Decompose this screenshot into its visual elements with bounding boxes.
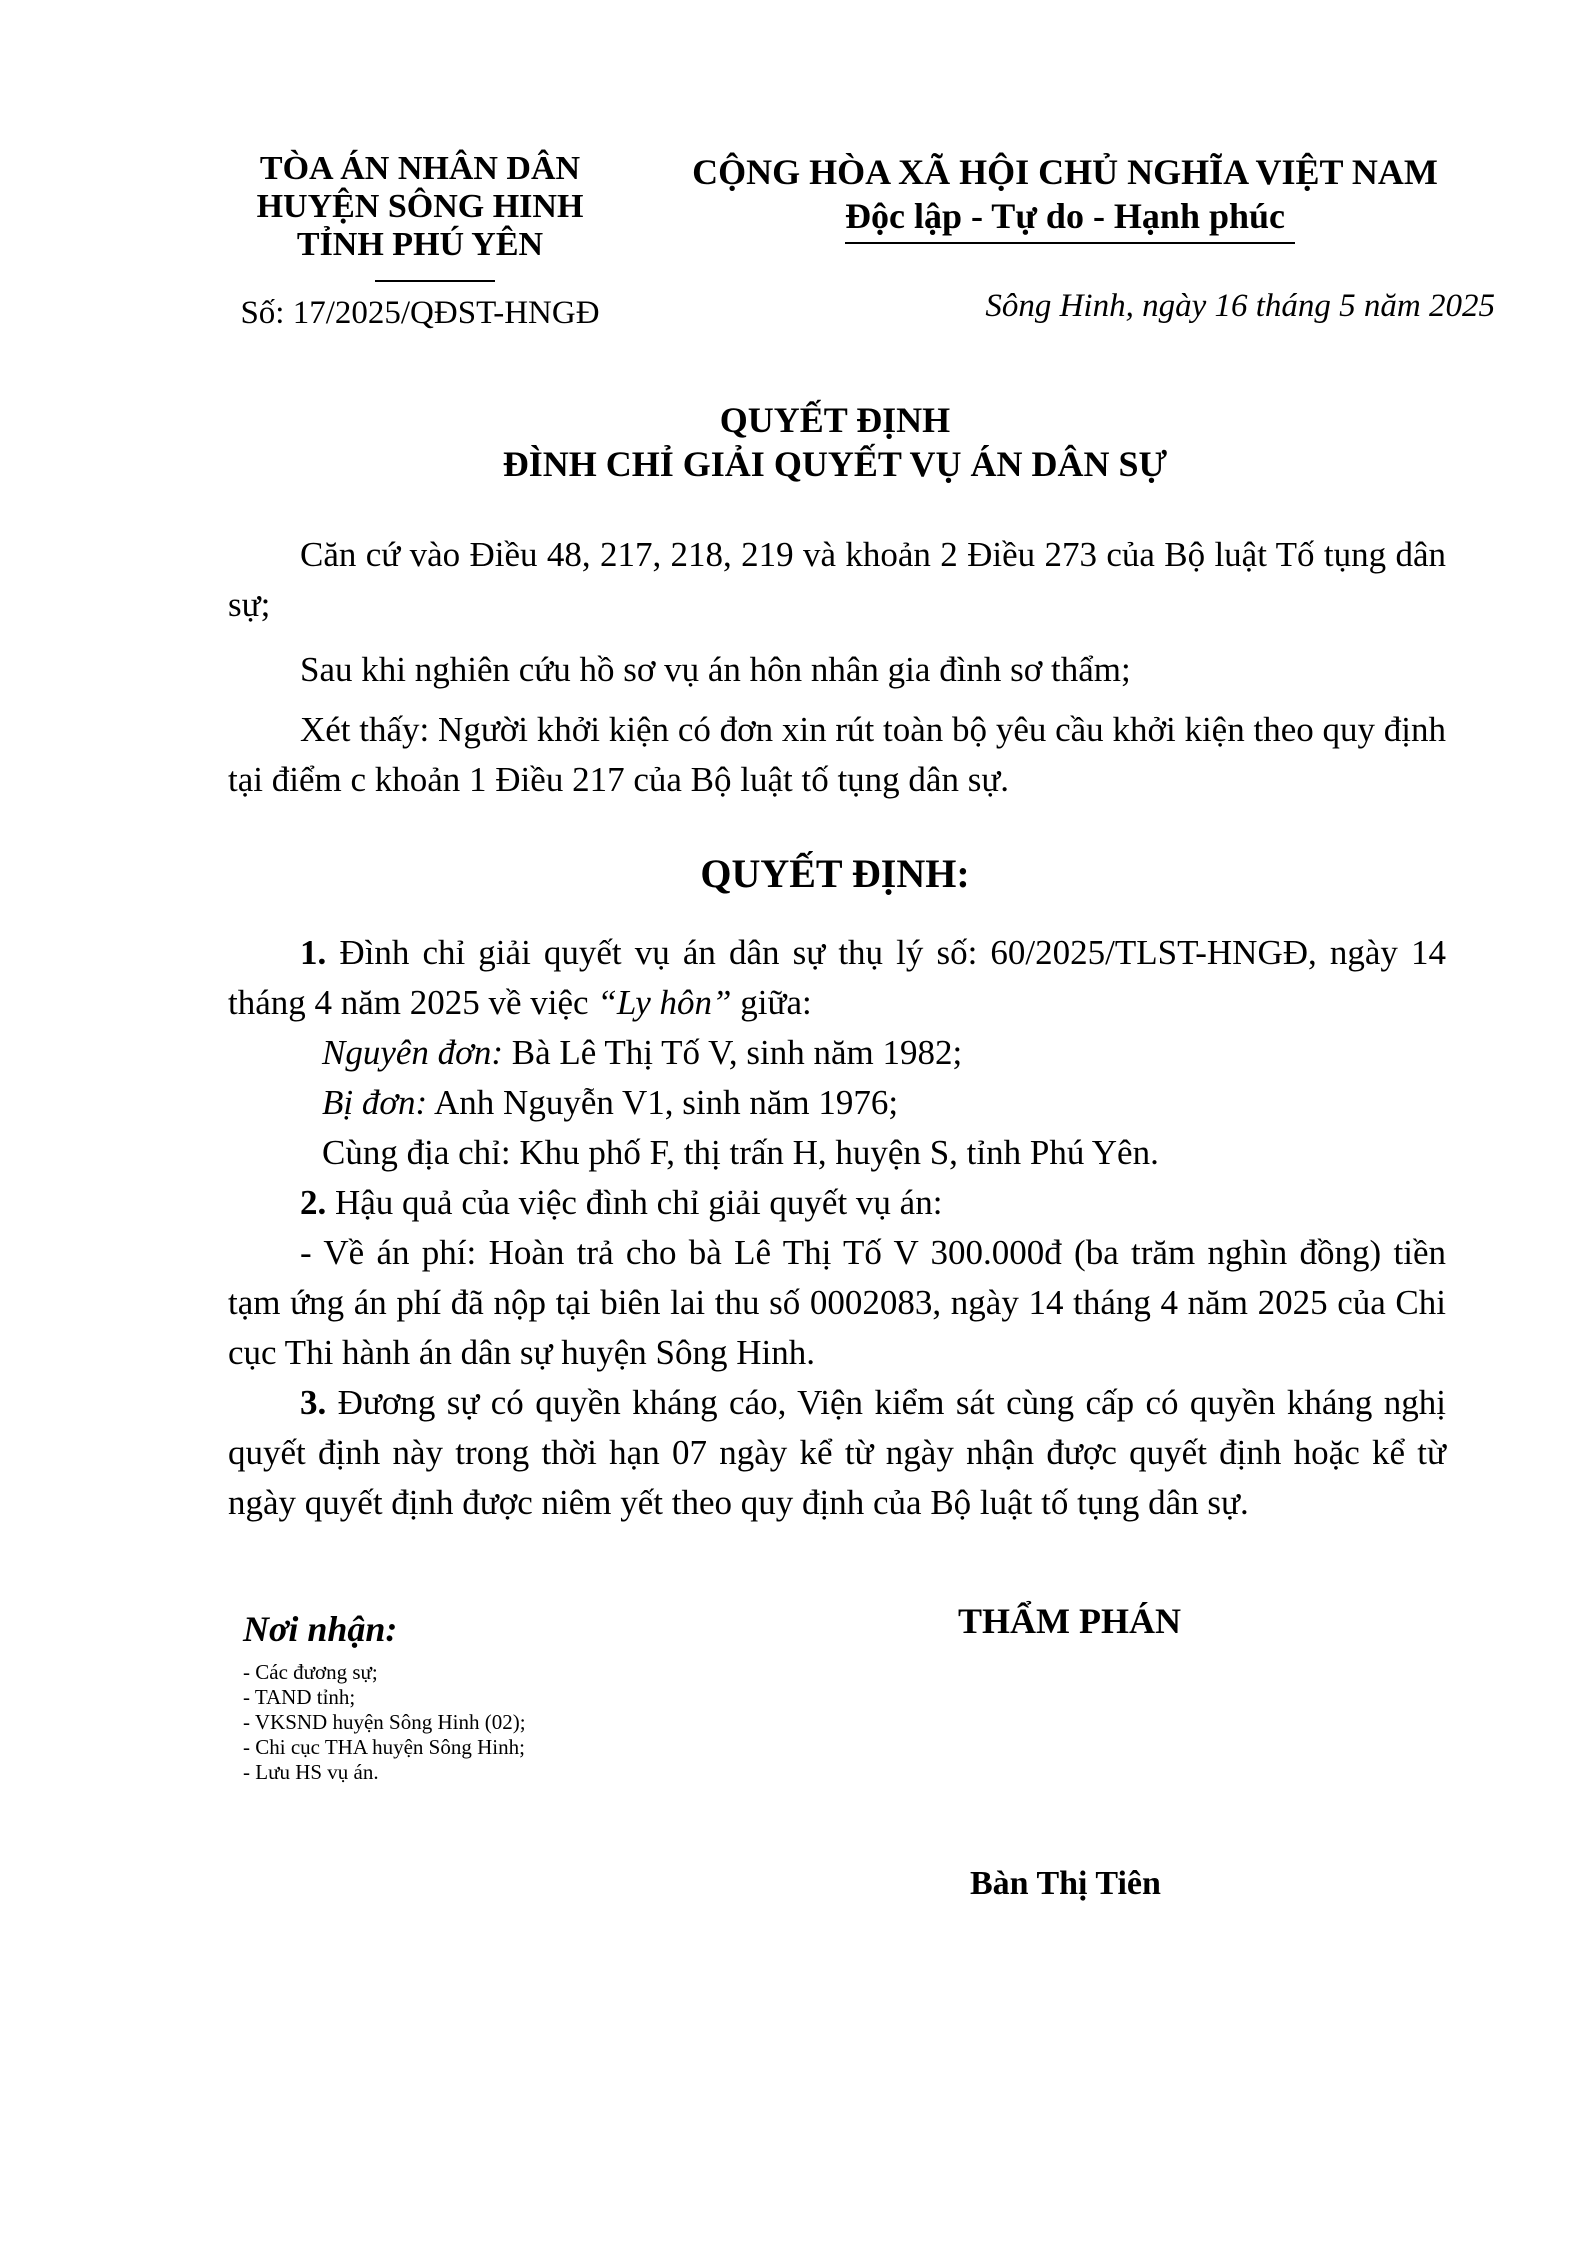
recipient-item: - TAND tỉnh; [243,1685,356,1709]
item-3-number: 3. [300,1383,327,1422]
recipient-item: - Chi cục THA huyện Sông Hinh; [243,1735,525,1759]
decision-heading: QUYẾT ĐỊNH: [700,851,970,896]
plaintiff-line [322,1028,1442,1078]
address-line: Cùng địa chỉ: Khu phố F, thị trấn H, huyện S, tỉnh Phú Yên. [322,1133,1159,1172]
place-and-date: Sông Hinh, ngày 16 tháng 5 năm 2025 [985,288,1495,324]
nation-name: CỘNG HÒA XÃ HỘI CHỦ NGHĨA VIỆT NAM [692,152,1438,192]
item-2-text: Hậu quả của việc đình chỉ giải quyết vụ án: [326,1183,943,1222]
document-title [200,398,1470,486]
recipient-item: - Các đương sự; [243,1660,378,1684]
item-2-number: 2. [300,1183,327,1222]
document-number: Số: 17/2025/QĐST-HNGĐ [240,295,600,331]
court-fee-paragraph: - Về án phí: Hoàn trả cho bà Lê Thị Tố V 300.000đ (ba trăm nghìn đồng) tiền tạm ứng án phí đã nộp tại biên lai thu số 0002083, ngày 14 tháng 4 năm 2025 của Chi cục Thi hành án dân sự huyện Sông Hinh. [228,1233,1446,1372]
national-motto: Độc lập - Tự do - Hạnh phúc [844,196,1286,236]
item-3-text: Đương sự có quyền kháng cáo, Viện kiểm sát cùng cấp có quyền kháng nghị quyết định này trong thời hạn 07 ngày kể từ ngày nhận được quyết định hoặc kể từ ngày quyết định được niêm yết theo quy định của Bộ luật tố tụng dân sự. [228,1383,1446,1522]
item-1-number: 1. [300,933,327,972]
case-type: “Ly hôn” [597,983,732,1022]
recipients-list [243,1660,526,1785]
court-name-block [200,150,640,264]
defendant-label: Bị đơn: [322,1083,428,1122]
defendant-info: Anh Nguyễn V1, sinh năm 1976; [427,1083,899,1122]
motto-divider [845,242,1295,244]
court-line-3: TỈNH PHÚ YÊN [296,226,544,263]
plaintiff-info: Bà Lê Thị Tố V, sinh năm 1982; [503,1033,963,1072]
item-1-text-a: Đình chỉ giải quyết vụ án dân sự thụ lý số: 60/2025/TLST-HNGĐ, ngày 14 tháng 4 năm 2025 về việc [228,933,1446,1022]
court-line-2: HUYỆN SÔNG HINH [256,188,584,225]
defendant-line [322,1078,1442,1128]
recipients-title: Nơi nhận: [243,1609,398,1649]
court-line-1: TÒA ÁN NHÂN DÂN [259,150,581,187]
recipient-item: - VKSND huyện Sông Hinh (02); [243,1710,526,1734]
national-heading [660,150,1470,238]
legal-basis-paragraph: Căn cứ vào Điều 48, 217, 218, 219 và khoản 2 Điều 273 của Bộ luật Tố tụng dân sự; [228,535,1446,624]
judge-name: Bàn Thị Tiên [970,1865,1161,1902]
plaintiff-label: Nguyên đơn: [322,1033,503,1072]
consideration-paragraph: Xét thấy: Người khởi kiện có đơn xin rút toàn bộ yêu cầu khởi kiện theo quy định tại điểm c khoản 1 Điều 217 của Bộ luật tố tụng dân sự. [228,710,1446,799]
court-divider [375,280,495,282]
title-line-2: ĐÌNH CHỈ GIẢI QUYẾT VỤ ÁN DÂN SỰ [502,444,1168,484]
title-line-1: QUYẾT ĐỊNH [719,400,951,440]
decision-item-2 [228,1178,1446,1228]
recipient-item: - Lưu HS vụ án. [243,1760,379,1784]
decision-item-1 [228,928,1446,1028]
item-1-text-b: giữa: [731,983,812,1022]
judge-title: THẨM PHÁN [958,1601,1181,1641]
decision-item-3 [228,1378,1446,1528]
review-paragraph: Sau khi nghiên cứu hồ sơ vụ án hôn nhân gia đình sơ thẩm; [300,650,1131,689]
